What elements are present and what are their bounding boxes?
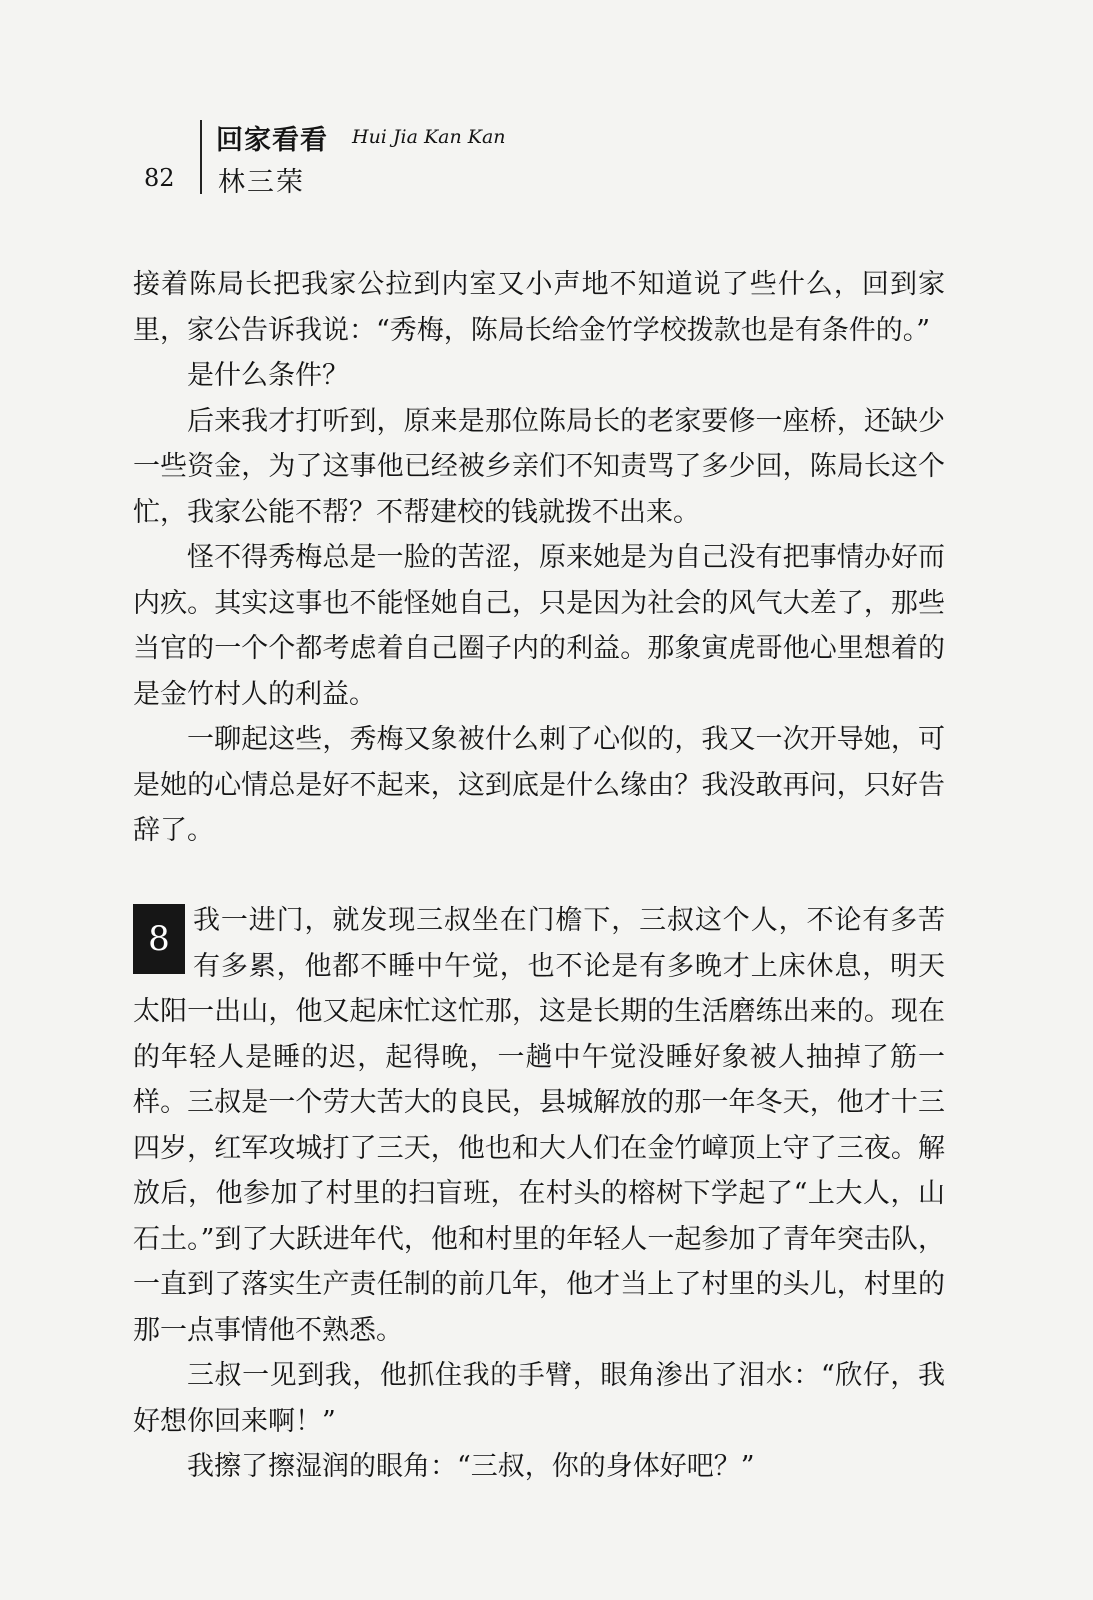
author-name: 林三荣 xyxy=(218,167,305,198)
paragraph: 我一进门，就发现三叔坐在门檐下，三叔这个人，不论有多苦有多累，他都不睡中午觉，也不论是有多晚才上床休息，明天太阳一出山，他又起床忙这忙那，这是长期的生活磨练出来的。现在的年轻人是睡的迟，起得晚，一趟中午觉没睡好象被人抽掉了筋一样。三叔是一个劳大苦大的良民，县城解放的那一年冬天，他才十三四岁，红军攻城打了三天，他也和大人们在金竹嶂顶上守了三夜。解放后，他参加了村里的扫盲班，在村头的榕树下学起了“上大人，山石土。”到了大跃进年代，他和村里的年轻人一起参加了青年突击队，一直到了落实生产责任制的前几年，他才当上了村里的头儿，村里的那一点事情他不熟悉。 xyxy=(133,905,945,1346)
paragraph: 怪不得秀梅总是一脸的苦涩，原来她是为自己没有把事情办好而内疚。其实这事也不能怪她自己，只是因为社会的风气大差了，那些当官的一个个都考虑着自己圈子内的利益。那象寅虎哥他心里想着的是金竹村人的利益。 xyxy=(133,542,945,710)
header-divider xyxy=(200,120,202,194)
paragraph: 三叔一见到我，他抓住我的手臂，眼角渗出了泪水：“欣仔，我好想你回来啊！” xyxy=(133,1360,945,1437)
book-title: 回家看看 xyxy=(216,125,328,156)
page-number: 82 xyxy=(144,164,175,192)
paragraph: 接着陈局长把我家公拉到内室又小声地不知道说了些什么，回到家里，家公告诉我说：“秀梅，陈局长给金竹学校拨款也是有条件的。” xyxy=(133,269,945,346)
body-text xyxy=(133,262,945,854)
paragraph: 一聊起这些，秀梅又象被什么刺了心似的，我又一次开导她，可是她的心情总是好不起来，这到底是什么缘由？我没敢再问，只好告辞了。 xyxy=(133,724,945,846)
paragraph: 后来我才打听到，原来是那位陈局长的老家要修一座桥，还缺少一些资金，为了这事他已经被乡亲们不知责骂了多少回，陈局长这个忙，我家公能不帮？不帮建校的钱就拨不出来。 xyxy=(133,405,945,528)
running-header xyxy=(140,118,740,198)
section-number-badge: 8 xyxy=(133,904,185,974)
paragraph: 我擦了擦湿润的眼角：“三叔，你的身体好吧？” xyxy=(187,1451,755,1482)
chapter-section xyxy=(133,898,945,1490)
paragraph: 是什么条件？ xyxy=(187,360,349,391)
book-title-pinyin: Hui Jia Kan Kan xyxy=(352,126,506,148)
